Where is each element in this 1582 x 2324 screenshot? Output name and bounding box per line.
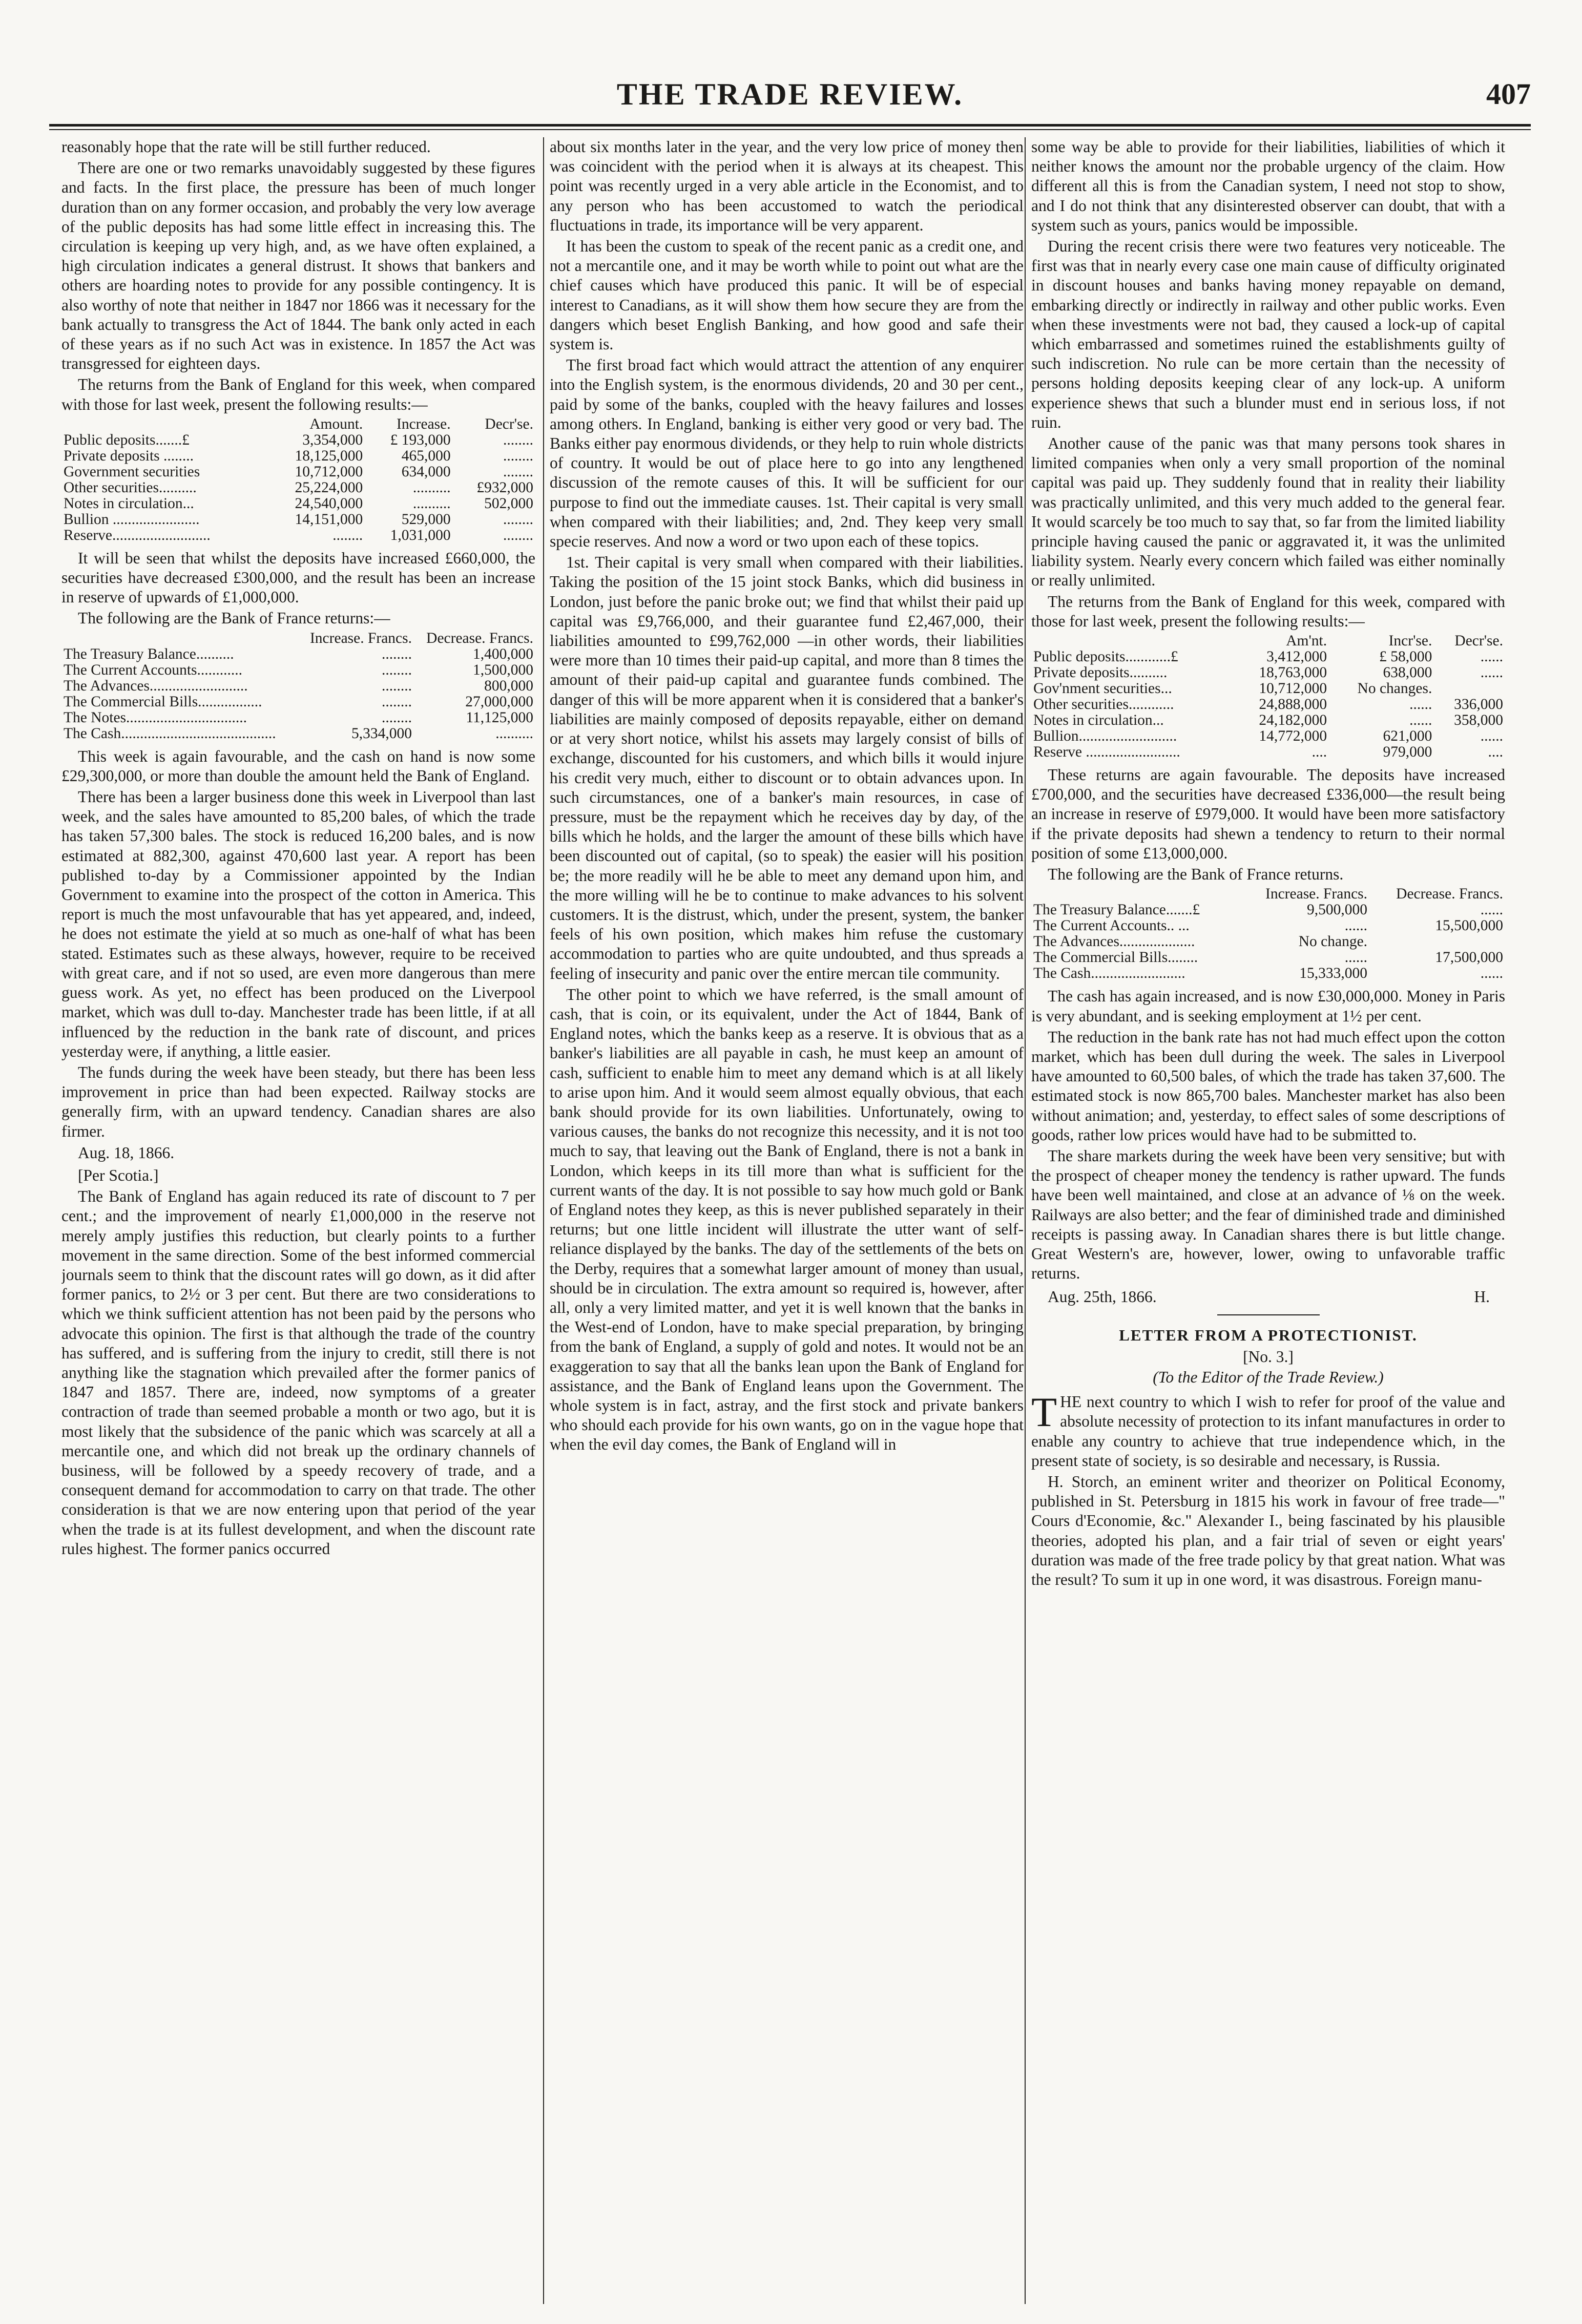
paragraph: There are one or two remarks unavoidably suggested by these figures and facts. In the first place, the pressure has been of much longer duration than on any former occasion, and probably the very low average of the public deposits has had some little effect in increasing this. The circulation is keeping up very high, and, as we have often explained, a high circulation indicates a general distrust. It shows that bankers and others are hoarding notes to provide for any possible contingency. It is also worthy of note that neither in 1847 nor 1866 was it necessary for the bank actually to transgress the Act of 1844. The bank only acted in each of these years as if no such Act was in existence. In 1857 the Act was transgressed for eighteen days.: [61, 159, 535, 373]
table-cell: £932,000: [476, 479, 533, 496]
table-row: [1031, 697, 1505, 713]
table-cell: Private deposits ........: [64, 447, 194, 464]
table-cell: The Current Accounts.. ...: [1033, 917, 1190, 934]
table-header-row: [1031, 633, 1505, 649]
table-row: [1031, 902, 1505, 918]
table-cell: 502,000: [484, 495, 533, 512]
paragraph: [1031, 1389, 1505, 1471]
table-cell: The Cash.........................................: [64, 725, 276, 742]
column-1: [61, 137, 535, 2304]
table-cell: No change.: [1298, 933, 1368, 950]
table-cell: Private deposits..........: [1033, 664, 1168, 681]
column-2: [550, 137, 1024, 2304]
table-row: [61, 662, 535, 678]
table-row: [61, 710, 535, 726]
paragraph: The returns from the Bank of England for this week, compared with those for last week, present the following results:—: [1031, 592, 1505, 630]
paragraph: The cash has again increased, and is now £30,000,000. Money in Paris is very abundant, and is seeking employment at 1½ per cent.: [1031, 987, 1505, 1025]
table-row: [1031, 966, 1505, 981]
paragraph: The Bank of England has again reduced its rate of discount to 7 per cent.; and the improvement of nearly £1,000,000 in the reserve not merely amply justifies this reduction, but clearly points to a further movement in the same direction. Some of the best informed commercial journals seem to think that the discount rates will go down, as it did after former panics, to 2½ or 3 per cent. But there are two considerations to which we think sufficient attention has not been paid by the persons who advocate this opinion. The first is that although the trade of the country has suffered, and is suffering from the injury to credit, still there is not anything like the stagnation which prevailed after the former panics of 1847 and 1857. There are, indeed, now symptoms of a greater contraction of trade than seemed probable a month or two ago, but it is most likely that the subsidence of the panic which was scarcely at all a mercantile one, and which did not break up the ordinary channels of business, will be followed by a speedy recovery of trade, and a consequent demand for accommodation to carry on that trade. The other consideration is that we are now entering upon that period of the year when the trade is at its fullest development, and when the discount rate rules highest. The former panics occurred: [61, 1187, 535, 1558]
table-cell: 17,500,000: [1435, 949, 1503, 966]
table-cell: ........: [503, 447, 533, 464]
column-header: Increase.: [397, 415, 451, 432]
paragraph: It has been the custom to speak of the recent panic as a credit one, and not a mercantile one, and it may be worth while to point out what are the chief causes which have produced this panic. It will be of especial interest to Canadians, as it will show them how secure they are from the dangers which beset English Banking, and how good and safe their system is.: [550, 237, 1024, 353]
table-cell: Other securities............: [1033, 696, 1174, 713]
table-cell: Public deposits............£: [1033, 648, 1178, 665]
letter-number: [No. 3.]: [1243, 1347, 1294, 1366]
table-cell: ..........: [412, 495, 451, 512]
table-cell: 18,125,000: [295, 447, 363, 464]
table-row: [61, 496, 535, 512]
table-row: [61, 464, 535, 480]
paragraph-text: HE next country to which I wish to refer for proof of the value and absolute necessity of protection to its infant manufactures in order to enable any country to achieve that true independence which, in the present state of society, is so desirable and necessary, is Russia.: [1031, 1393, 1505, 1470]
table-cell: ........: [503, 527, 533, 543]
table-row: [1031, 649, 1505, 665]
column-header: Increase. Francs.: [309, 630, 412, 646]
paragraph: The following are the Bank of France returns:—: [78, 609, 390, 627]
column-header: Decrease. Francs.: [426, 630, 533, 646]
table-cell: The Treasury Balance.......£: [1033, 902, 1200, 918]
table-cell: 3,354,000: [302, 431, 363, 448]
table-cell: ........: [382, 677, 412, 694]
table-cell: 800,000: [484, 677, 533, 694]
paragraph: reasonably hope that the rate will be still further reduced.: [61, 138, 431, 156]
table-cell: 9,500,000: [1307, 902, 1368, 918]
column-header: [1031, 886, 1240, 902]
table-row: [61, 694, 535, 710]
paragraph: The other point to which we have referred, is the small amount of cash, that is coin, or its equivalent, under the Act of 1844, Bank of England notes, which the banks keep as a reserve. It is obvious that as a banker's liabilities are all payable in cash, he must keep an amount of cash, sufficient to enable him to meet any demand which is at all likely to arise upon him. And it would seem almost equally obvious, that each bank should provide for its own liabilities. Unfortunately, owing to various causes, the banks do not recognize this necessity, and it is not too much to say, that leaving out the Bank of England, there is not a bank in London, which keeps in its till more than what is sufficient for the current wants of the day. It is not possible to say how much gold or Bank of England notes they keep, as this is never published separately in their returns; but one little incident will illustrate the utter want of self-reliance displayed by the banks. The day of the settlements of the bets on the Derby, requires that a somewhat larger amount of money than usual, should be in circulation. The extra amount so required is, however, after all, only a very limited matter, and yet it is well known that the banks in the West-end of London, have to make special preparation, by bringing from the bank of England, a supply of gold and notes. It would not be an exaggeration to say that all the banks lean upon the Bank of England for assistance, and the Bank of England leans upon the Government. The whole system is in fact, astray, and the first stock and private bankers who should each provide for his own wants, go on in the vague hope that when the evil day comes, the Bank of England will in: [550, 985, 1024, 1454]
table-row: [61, 528, 535, 543]
column-header: Incr'se.: [1388, 633, 1432, 650]
paragraph: The share markets during the week have been very sensitive; but with the prospect of cheaper money the tendency is rather upward. The funds have been well maintained, and close at an advance of ⅛ on the week. Railways are also better; and the fear of diminished trade and diminished receipts is passing away. In Canadian shares there is but little change. Great Western's are, however, lower, owing to unfavorable traffic returns.: [1031, 1146, 1505, 1283]
paragraph: 1st. Their capital is very small when compared with their liabilities. Taking the position of the 15 joint stock Banks, which did business in London, just before the panic broke out; we find that whilst their paid up capital was £9,766,000, and their guarantee fund £2,467,000, their liabilities amounted to £99,762,000 —in other words, their liabilities were more than 10 times their paid-up capital, and more than 8 times the amount of their paid-up capital and guarantee funds combined. The danger of this will be more apparent when it is considered that a banker's liabilities are mainly composed of deposits repayable, either on demand or at very short notice, whilst his assets may largely consist of bills of exchange, discounted for his customers, and which bills it would injure his credit very much, either to discount or to obtain advances upon. In such circumstances, one of a banker's main resources, in case of pressure, must be the repayment which he receives day by day, of the bills which he holds, and the larger the amount of these bills which have been discounted out of capital, (so to speak) the easier will his position be; the more readily will he be able to meet any demand upon him, and the more willing will he be to continue to make advances to his solvent customers. It is the distrust, which, under the present, system, the banker feels of his own position, which makes him refuse the customary accommodation to parties who are quite undoubted, and thus spreads a feeling of insecurity and panic over the entire mercan tile community.: [550, 553, 1024, 982]
table-cell: ........: [503, 431, 533, 448]
table-row: [1031, 665, 1505, 681]
header-rule-thin: [49, 129, 1531, 130]
table-row: [61, 480, 535, 496]
paragraph: The funds during the week have been steady, but there has been less improvement in price than had been expected. Railway stocks are generally firm, with an upward tendency. Canadian shares are also firmer.: [61, 1063, 535, 1140]
table-cell: ..........: [412, 479, 451, 496]
table-cell: 1,031,000: [390, 527, 451, 543]
table-header-row: [61, 631, 535, 646]
table-cell: The Current Accounts............: [64, 661, 243, 678]
table-cell: Bullion .......................: [64, 511, 200, 528]
bank-of-france-table: [61, 631, 535, 742]
paragraph: This week is again favourable, and the cash on hand is now some £29,300,000, or more than double the amount held the Bank of England.: [61, 747, 535, 785]
table-cell: 634,000: [401, 463, 451, 480]
table-cell: 27,000,000: [465, 693, 533, 710]
table-cell: 15,333,000: [1299, 965, 1368, 982]
table-row: [1031, 934, 1505, 950]
table-cell: 621,000: [1383, 728, 1432, 745]
paragraph: There has been a larger business done this week in Liverpool than last week, and the sales have amounted to 85,200 bales, of which the trade has taken 57,300 bales. The stock is reduced 16,200 bales, and is now estimated at 882,300, against 470,600 last year. A report has been published to-day by a Commissioner appointed by the Indian Government to examine into the prospect of the cotton in America. This report is much the most unfavourable that has yet appeared, and, indeed, he does not estimate the yield at so much as one-half of what has been stated. Estimates such as these always, however, require to be received with great care, and if not so used, are even more dangerous than mere guess work. As yet, no effect has been produced on the Liverpool market, which was dull to-day. Manchester trade has been little, if at all influenced by the reduction in the bank rate of discount, and prices yesterday were, if anything, a little easier.: [61, 788, 535, 1060]
table-cell: ....: [1488, 744, 1503, 761]
table-header-row: [1031, 886, 1505, 902]
table-cell: ......: [1409, 712, 1432, 729]
paragraph: The returns from the Bank of England for this week, when compared with those for last week, present the following results:—: [61, 375, 535, 413]
table-cell: 11,125,000: [466, 709, 533, 726]
paragraph: some way be able to provide for their liabilities, liabilities of which it neither knows the amount nor the probable urgency of the claim. How different all this is from the Canadian system, I need not stop to show, and I do not think that any disinterested observer can doubt, that with a system such as yours, panics would be impossible.: [1031, 138, 1505, 234]
bank-of-england-table: [1031, 633, 1505, 760]
dateline: Aug. 25th, 1866.: [1048, 1288, 1157, 1306]
column-header: [1031, 633, 1233, 649]
column-header: Am'nt.: [1286, 633, 1327, 650]
bank-of-england-table: [61, 416, 535, 543]
paragraph: The following are the Bank of France returns.: [1048, 865, 1344, 884]
table-cell: The Commercial Bills.................: [64, 693, 262, 710]
table-cell: ........: [503, 463, 533, 480]
table-cell: [1434, 681, 1505, 697]
table-cell: The Treasury Balance..........: [64, 645, 234, 662]
table-cell: ......: [1344, 917, 1368, 934]
column-header: Decr'se.: [485, 415, 533, 432]
table-row: [1031, 713, 1505, 728]
header-rule: [49, 124, 1531, 127]
table-cell: ....: [1312, 744, 1327, 761]
table-cell: ........: [382, 661, 412, 678]
table-cell: 5,334,000: [351, 725, 412, 742]
table-cell: Notes in circulation...: [64, 495, 194, 512]
table-cell: ........: [382, 693, 412, 710]
letter-addressee: (To the Editor of the Trade Review.): [1153, 1368, 1384, 1386]
table-cell: 3,412,000: [1266, 648, 1327, 665]
table-cell: Notes in circulation...: [1033, 712, 1164, 729]
table-cell: [1369, 934, 1505, 950]
table-cell: ........: [332, 527, 363, 543]
paragraph: The reduction in the bank rate has not had much effect upon the cotton market, which has been dull during the week. The sales in Liverpool have amounted to 60,500 bales, of which the trade has taken 37,600. The estimated stock is now 865,700 bales. Manchester market has also been without animation; and, yesterday, to effect sales of some descriptions of goods, rather low prices would have had to be submitted to.: [1031, 1028, 1505, 1144]
table-header-row: [61, 416, 535, 432]
dateline: Aug. 18, 1866.: [78, 1143, 175, 1162]
table-cell: 10,712,000: [295, 463, 363, 480]
table-row: [61, 512, 535, 528]
paragraph: These returns are again favourable. The deposits have increased £700,000, and the securities have decreased £336,000—the result being an increase in reserve of £979,000. It would have been more satisfactory if the private deposits had shewn a tendency to return to their normal position of some £13,000,000.: [1031, 766, 1505, 862]
table-cell: 336,000: [1454, 696, 1503, 713]
column-header: Decr'se.: [1454, 633, 1503, 650]
table-cell: Reserve..........................: [64, 527, 211, 543]
table-cell: 24,540,000: [295, 495, 363, 512]
table-row: [1031, 950, 1505, 966]
table-cell: 358,000: [1454, 712, 1503, 729]
table-row: [61, 646, 535, 662]
table-cell: Government securities: [64, 463, 200, 480]
table-cell: 1,500,000: [473, 661, 533, 678]
table-cell: 465,000: [401, 447, 451, 464]
table-cell: Reserve .........................: [1033, 744, 1180, 761]
column-3: [1031, 137, 1505, 2304]
table-cell: 638,000: [1383, 664, 1432, 681]
table-cell: 25,224,000: [295, 479, 363, 496]
column-header: Amount.: [309, 415, 363, 432]
table-cell: 979,000: [1383, 744, 1432, 761]
table-cell: Gov'nment securities...: [1033, 680, 1172, 697]
table-cell: Public deposits.......£: [64, 431, 190, 448]
table-cell: ........: [382, 645, 412, 662]
table-row: [1031, 728, 1505, 744]
table-cell: ......: [1480, 965, 1503, 982]
table-cell: 10,712,000: [1259, 680, 1327, 697]
table-cell: Other securities..........: [64, 479, 197, 496]
table-cell: Bullion..........................: [1033, 728, 1177, 745]
letter-title: LETTER FROM A PROTECTIONIST.: [1119, 1326, 1418, 1344]
column-header: [61, 416, 267, 432]
table-cell: The Commercial Bills........: [1033, 949, 1198, 966]
table-row: [61, 678, 535, 694]
page-number: 407: [1486, 77, 1531, 111]
table-cell: 24,888,000: [1259, 696, 1327, 713]
table-cell: ......: [1480, 648, 1503, 665]
via-line: [Per Scotia.]: [78, 1166, 159, 1184]
column-header: [61, 631, 298, 646]
table-row: [61, 448, 535, 464]
column-divider: [543, 137, 544, 2304]
table-cell: ......: [1480, 902, 1503, 918]
table-cell: 18,763,000: [1259, 664, 1327, 681]
column-divider: [1025, 137, 1026, 2304]
table-row: [1031, 918, 1505, 934]
running-title: THE TRADE REVIEW.: [616, 77, 964, 111]
table-cell: ......: [1344, 949, 1368, 966]
table-cell: 529,000: [401, 511, 451, 528]
author-initial: H.: [1474, 1288, 1490, 1306]
table-row: [61, 726, 535, 742]
table-cell: ......: [1480, 728, 1503, 745]
table-cell: ........: [503, 511, 533, 528]
table-cell: £ 58,000: [1379, 648, 1432, 665]
table-cell: The Advances..........................: [64, 677, 248, 694]
table-cell: ......: [1480, 664, 1503, 681]
table-cell: 14,151,000: [295, 511, 363, 528]
signoff: [1031, 1287, 1505, 1307]
table-cell: ......: [1409, 696, 1432, 713]
table-row: [1031, 681, 1505, 697]
column-header: Decrease. Francs.: [1396, 886, 1503, 903]
paragraph: The first broad fact which would attract the attention of any enquirer into the English system, is the enormous dividends, 20 and 30 per cent., paid by some of the banks, coupled with the heavy failures and losses among others. In England, banking is either very good or very bad. The Banks either pay enormous dividends, or they help to ruin whole districts of country. It would be out of place here to go into any lengthened discussion of the remote causes of this. It will be sufficient for our purpose to find out the immediate causes. 1st. Their capital is very small when compared with their liabilities; and, 2nd. They keep very small specie reserves. And now a word or two upon each of these topics.: [550, 356, 1024, 551]
page-header: [49, 77, 1531, 128]
table-cell: 1,400,000: [473, 645, 533, 662]
section-divider: [1217, 1314, 1320, 1315]
bank-of-france-table: [1031, 886, 1505, 981]
table-cell: The Notes................................: [64, 709, 247, 726]
table-cell: ..........: [495, 725, 533, 742]
paragraph: about six months later in the year, and the very low price of money then was coincident with the period when it is always at its cheapest. This point was recently urged in a very able article in the Economist, and to any person who has been accustomed to watch the periodical fluctuations in trade, its importance will be very apparent.: [550, 138, 1024, 234]
paragraph: Another cause of the panic was that many persons took shares in limited companies when only a very small proportion of the nominal capital was paid up. They suddenly found that in reality their liability was practically unlimited, and this very much added to the general fear. It would scarcely be too much to say that, so far from the limited liability principle having caused the panic or aggravated it, it was the unlimited liability system. Nearly every concern which failed was either nominally or really unlimited.: [1031, 434, 1505, 590]
table-cell: No changes.: [1357, 680, 1432, 697]
table-cell: The Cash.........................: [1033, 965, 1185, 982]
paragraph: During the recent crisis there were two features very noticeable. The first was that in nearly every case one main cause of difficulty originated in discount houses and banks having money repayable on demand, embarking directly or indirectly in railway and other public works. Even when these investments were not bad, they caused a lock-up of capital which embarrassed and sometimes ruined the establishments guilty of such indiscretion. No rule can be more certain than the necessity of persons holding deposits keeping clear of any lock-up. A uniform experience shews that such a blunder must end in serious loss, if not ruin.: [1031, 237, 1505, 431]
table-cell: The Advances....................: [1033, 933, 1195, 950]
paragraph: H. Storch, an eminent writer and theorizer on Political Economy, published in St. Petersburg in 1815 his work in favour of free trade—" Cours d'Economie, &c." Alexander I., being fascinated by his plausible theories, adopted his plan, and a fair trial of seven or eight years' duration was made of the free trade policy by that great nation. What was the result? To sum it up in one word, it was disastrous. Foreign manu-: [1031, 1472, 1505, 1588]
table-cell: £ 193,000: [390, 431, 451, 448]
table-cell: 24,182,000: [1259, 712, 1327, 729]
column-header: Increase. Francs.: [1265, 886, 1368, 903]
drop-cap: T: [1031, 1389, 1057, 1436]
table-cell: 15,500,000: [1435, 917, 1503, 934]
table-cell: ........: [382, 709, 412, 726]
paragraph: It will be seen that whilst the deposits have increased £660,000, the securities have decreased £300,000, and the result has been an increase in reserve of upwards of £1,000,000.: [61, 549, 535, 606]
table-cell: 14,772,000: [1259, 728, 1327, 745]
table-row: [1031, 744, 1505, 760]
table-row: [61, 432, 535, 448]
